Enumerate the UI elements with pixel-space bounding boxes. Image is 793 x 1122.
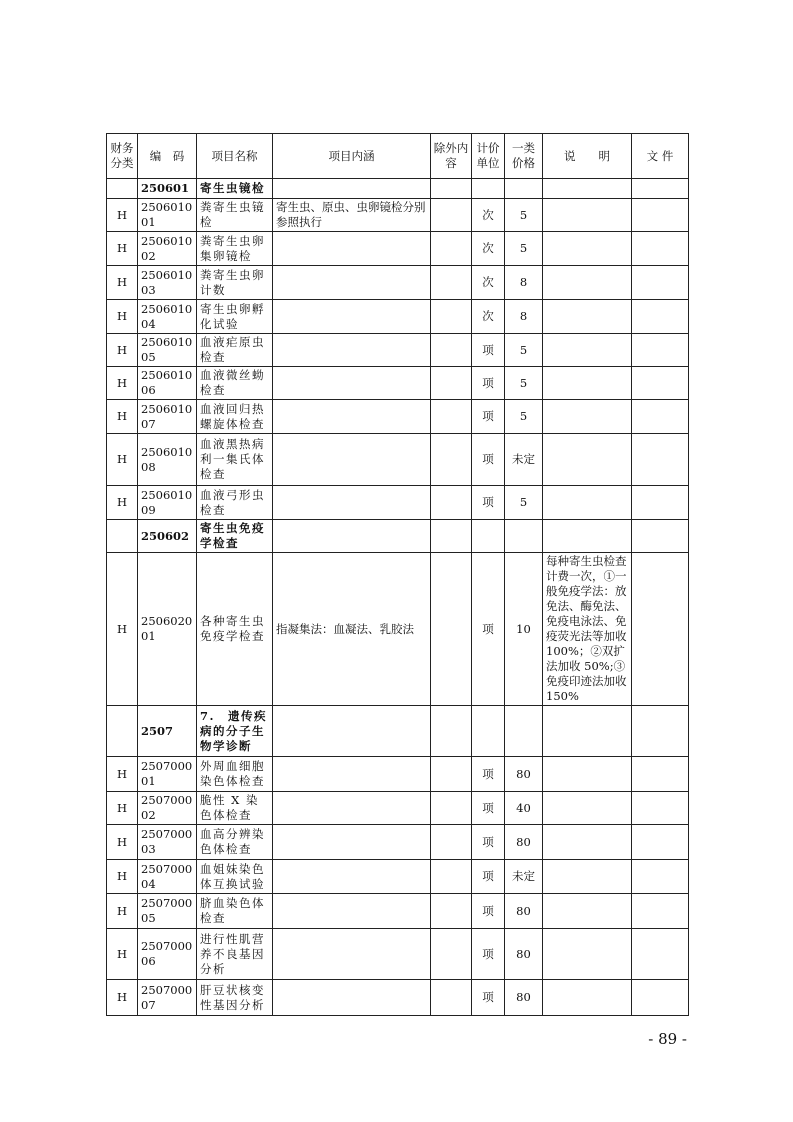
cell-unit: 项 xyxy=(472,757,505,792)
cell-exclusion xyxy=(431,199,472,232)
cell-category: H xyxy=(107,232,138,266)
cell-document xyxy=(632,400,689,434)
cell-price: 未定 xyxy=(505,860,543,894)
cell-name: 脐血染色体检查 xyxy=(197,894,273,929)
cell-price: 5 xyxy=(505,486,543,520)
section-row xyxy=(107,706,689,757)
cell-content xyxy=(273,400,431,434)
cell-category xyxy=(107,706,138,757)
cell-code: 250601006 xyxy=(138,367,197,400)
cell-name: 进行性肌营养不良基因分析 xyxy=(197,929,273,980)
cell-code: 250601003 xyxy=(138,266,197,300)
cell-price: 未定 xyxy=(505,434,543,486)
cell-content xyxy=(273,367,431,400)
cell-category: H xyxy=(107,334,138,367)
cell-code: 250601009 xyxy=(138,486,197,520)
section-row xyxy=(107,179,689,199)
cell-category: H xyxy=(107,486,138,520)
cell-unit: 项 xyxy=(472,929,505,980)
cell-category: H xyxy=(107,434,138,486)
cell-category: H xyxy=(107,929,138,980)
header-note: 说 明 xyxy=(543,134,632,179)
cell-price: 8 xyxy=(505,266,543,300)
table-row xyxy=(107,334,689,367)
cell-name: 血液疟原虫检查 xyxy=(197,334,273,367)
cell-document xyxy=(632,825,689,860)
cell-name: 寄生虫免疫学检查 xyxy=(197,520,273,553)
cell-price: 40 xyxy=(505,792,543,825)
cell-content xyxy=(273,179,431,199)
cell-content xyxy=(273,434,431,486)
cell-category: H xyxy=(107,757,138,792)
cell-content xyxy=(273,792,431,825)
cell-note xyxy=(543,520,632,553)
cell-unit: 次 xyxy=(472,199,505,232)
cell-code: 250601007 xyxy=(138,400,197,434)
cell-unit xyxy=(472,520,505,553)
cell-content: 指凝集法：血凝法、乳胶法 xyxy=(273,553,431,706)
cell-unit: 项 xyxy=(472,367,505,400)
cell-content xyxy=(273,980,431,1016)
cell-note xyxy=(543,400,632,434)
cell-price: 5 xyxy=(505,232,543,266)
cell-category: H xyxy=(107,400,138,434)
table-row xyxy=(107,825,689,860)
cell-exclusion xyxy=(431,179,472,199)
cell-name: 粪寄生虫卵集卵镜检 xyxy=(197,232,273,266)
cell-content xyxy=(273,825,431,860)
cell-unit: 项 xyxy=(472,792,505,825)
header-document: 文 件 xyxy=(632,134,689,179)
cell-code: 250700003 xyxy=(138,825,197,860)
cell-exclusion xyxy=(431,860,472,894)
cell-name: 脆性 X 染色体检查 xyxy=(197,792,273,825)
cell-code: 250602001 xyxy=(138,553,197,706)
cell-note xyxy=(543,367,632,400)
cell-note xyxy=(543,486,632,520)
cell-name: 血高分辨染色体检查 xyxy=(197,825,273,860)
cell-name: 粪寄生虫镜检 xyxy=(197,199,273,232)
cell-document xyxy=(632,486,689,520)
cell-content xyxy=(273,894,431,929)
cell-name: 血液微丝蚴检查 xyxy=(197,367,273,400)
table-row xyxy=(107,929,689,980)
cell-code: 250700001 xyxy=(138,757,197,792)
cell-category: H xyxy=(107,792,138,825)
cell-name: 血液弓形虫检查 xyxy=(197,486,273,520)
cell-unit: 项 xyxy=(472,825,505,860)
cell-code: 250601001 xyxy=(138,199,197,232)
cell-exclusion xyxy=(431,520,472,553)
cell-exclusion xyxy=(431,894,472,929)
header-unit: 计价单位 xyxy=(472,134,505,179)
cell-price: 5 xyxy=(505,367,543,400)
cell-document xyxy=(632,434,689,486)
cell-exclusion xyxy=(431,706,472,757)
cell-unit: 项 xyxy=(472,860,505,894)
cell-code: 250601 xyxy=(138,179,197,199)
cell-price xyxy=(505,706,543,757)
cell-document xyxy=(632,266,689,300)
cell-code: 250700004 xyxy=(138,860,197,894)
header-name: 项目名称 xyxy=(197,134,273,179)
cell-document xyxy=(632,792,689,825)
table-row xyxy=(107,792,689,825)
cell-code: 250601002 xyxy=(138,232,197,266)
cell-exclusion xyxy=(431,266,472,300)
cell-exclusion xyxy=(431,367,472,400)
cell-unit: 次 xyxy=(472,232,505,266)
page-number: - 89 - xyxy=(648,1030,687,1048)
cell-price: 80 xyxy=(505,929,543,980)
cell-document xyxy=(632,553,689,706)
cell-name: 7. 遗传疾病的分子生物学诊断 xyxy=(197,706,273,757)
cell-content xyxy=(273,334,431,367)
cell-content xyxy=(273,266,431,300)
cell-category: H xyxy=(107,300,138,334)
cell-category: H xyxy=(107,825,138,860)
table-row xyxy=(107,367,689,400)
cell-note xyxy=(543,757,632,792)
cell-document xyxy=(632,980,689,1016)
cell-content xyxy=(273,486,431,520)
cell-note xyxy=(543,860,632,894)
table-row xyxy=(107,300,689,334)
cell-note xyxy=(543,792,632,825)
cell-unit: 项 xyxy=(472,553,505,706)
cell-code: 250700005 xyxy=(138,894,197,929)
cell-content xyxy=(273,232,431,266)
cell-category xyxy=(107,179,138,199)
cell-price: 80 xyxy=(505,894,543,929)
cell-category: H xyxy=(107,894,138,929)
cell-note xyxy=(543,894,632,929)
cell-unit: 项 xyxy=(472,400,505,434)
cell-unit: 项 xyxy=(472,434,505,486)
cell-code: 250602 xyxy=(138,520,197,553)
table-row xyxy=(107,980,689,1016)
cell-document xyxy=(632,199,689,232)
cell-note xyxy=(543,825,632,860)
section-row xyxy=(107,520,689,553)
cell-content xyxy=(273,757,431,792)
cell-category: H xyxy=(107,199,138,232)
cell-category: H xyxy=(107,553,138,706)
cell-name: 血液回归热螺旋体检查 xyxy=(197,400,273,434)
cell-price: 8 xyxy=(505,300,543,334)
cell-note xyxy=(543,334,632,367)
cell-unit: 次 xyxy=(472,266,505,300)
cell-exclusion xyxy=(431,300,472,334)
table-row xyxy=(107,199,689,232)
cell-name: 肝豆状核变性基因分析 xyxy=(197,980,273,1016)
cell-price: 10 xyxy=(505,553,543,706)
cell-price: 5 xyxy=(505,400,543,434)
cell-name: 血姐妹染色体互换试验 xyxy=(197,860,273,894)
cell-exclusion xyxy=(431,757,472,792)
cell-note xyxy=(543,300,632,334)
cell-note xyxy=(543,706,632,757)
cell-content xyxy=(273,520,431,553)
cell-note xyxy=(543,232,632,266)
cell-unit xyxy=(472,706,505,757)
cell-category: H xyxy=(107,860,138,894)
cell-name: 外周血细胞染色体检查 xyxy=(197,757,273,792)
cell-code: 250700007 xyxy=(138,980,197,1016)
cell-price: 5 xyxy=(505,199,543,232)
cell-name: 寄生虫卵孵化试验 xyxy=(197,300,273,334)
cell-price xyxy=(505,520,543,553)
cell-exclusion xyxy=(431,929,472,980)
header-content: 项目内涵 xyxy=(273,134,431,179)
cell-content xyxy=(273,300,431,334)
header-exclusion: 除外内容 xyxy=(431,134,472,179)
cell-exclusion xyxy=(431,400,472,434)
cell-document xyxy=(632,706,689,757)
cell-document xyxy=(632,179,689,199)
cell-content: 寄生虫、原虫、虫卵镜检分别参照执行 xyxy=(273,199,431,232)
header-code: 编 码 xyxy=(138,134,197,179)
cell-price: 80 xyxy=(505,980,543,1016)
cell-exclusion xyxy=(431,553,472,706)
cell-document xyxy=(632,367,689,400)
cell-price: 80 xyxy=(505,757,543,792)
cell-unit: 项 xyxy=(472,486,505,520)
cell-document xyxy=(632,894,689,929)
cell-note xyxy=(543,199,632,232)
cell-unit: 次 xyxy=(472,300,505,334)
table-row xyxy=(107,266,689,300)
cell-name: 粪寄生虫卵计数 xyxy=(197,266,273,300)
table-row xyxy=(107,894,689,929)
header-category: 财务分类 xyxy=(107,134,138,179)
table-row xyxy=(107,757,689,792)
cell-document xyxy=(632,300,689,334)
cell-exclusion xyxy=(431,825,472,860)
cell-note xyxy=(543,980,632,1016)
table-row xyxy=(107,400,689,434)
cell-category xyxy=(107,520,138,553)
cell-category: H xyxy=(107,367,138,400)
cell-name: 血液黑热病利一集氏体检查 xyxy=(197,434,273,486)
cell-code: 2507 xyxy=(138,706,197,757)
cell-note: 每种寄生虫检查计费一次，①一般免疫学法：放免法、酶免法、免疫电泳法、免疫荧光法等加收100%；②双扩法加收 50%;③免疫印迹法加收 150% xyxy=(543,553,632,706)
table-row xyxy=(107,553,689,706)
cell-code: 250700002 xyxy=(138,792,197,825)
cell-unit: 项 xyxy=(472,894,505,929)
cell-code: 250601004 xyxy=(138,300,197,334)
cell-exclusion xyxy=(431,980,472,1016)
table-row xyxy=(107,486,689,520)
cell-category: H xyxy=(107,266,138,300)
cell-note xyxy=(543,266,632,300)
cell-document xyxy=(632,860,689,894)
cell-name: 各种寄生虫免疫学检查 xyxy=(197,553,273,706)
cell-unit: 项 xyxy=(472,334,505,367)
cell-note xyxy=(543,434,632,486)
table-row xyxy=(107,232,689,266)
cell-note xyxy=(543,929,632,980)
cell-exclusion xyxy=(431,434,472,486)
cell-content xyxy=(273,706,431,757)
cell-price: 5 xyxy=(505,334,543,367)
cell-document xyxy=(632,232,689,266)
header-price: 一类价格 xyxy=(505,134,543,179)
fee-schedule-table xyxy=(106,133,689,1016)
cell-exclusion xyxy=(431,792,472,825)
cell-document xyxy=(632,520,689,553)
cell-unit: 项 xyxy=(472,980,505,1016)
cell-document xyxy=(632,757,689,792)
cell-unit xyxy=(472,179,505,199)
cell-price: 80 xyxy=(505,825,543,860)
cell-exclusion xyxy=(431,232,472,266)
cell-price xyxy=(505,179,543,199)
cell-category: H xyxy=(107,980,138,1016)
cell-code: 250700006 xyxy=(138,929,197,980)
cell-content xyxy=(273,860,431,894)
table-row xyxy=(107,434,689,486)
cell-code: 250601005 xyxy=(138,334,197,367)
cell-exclusion xyxy=(431,486,472,520)
cell-note xyxy=(543,179,632,199)
cell-document xyxy=(632,334,689,367)
cell-exclusion xyxy=(431,334,472,367)
cell-code: 250601008 xyxy=(138,434,197,486)
table-header-row xyxy=(107,134,689,179)
cell-name: 寄生虫镜检 xyxy=(197,179,273,199)
table-row xyxy=(107,860,689,894)
cell-content xyxy=(273,929,431,980)
cell-document xyxy=(632,929,689,980)
